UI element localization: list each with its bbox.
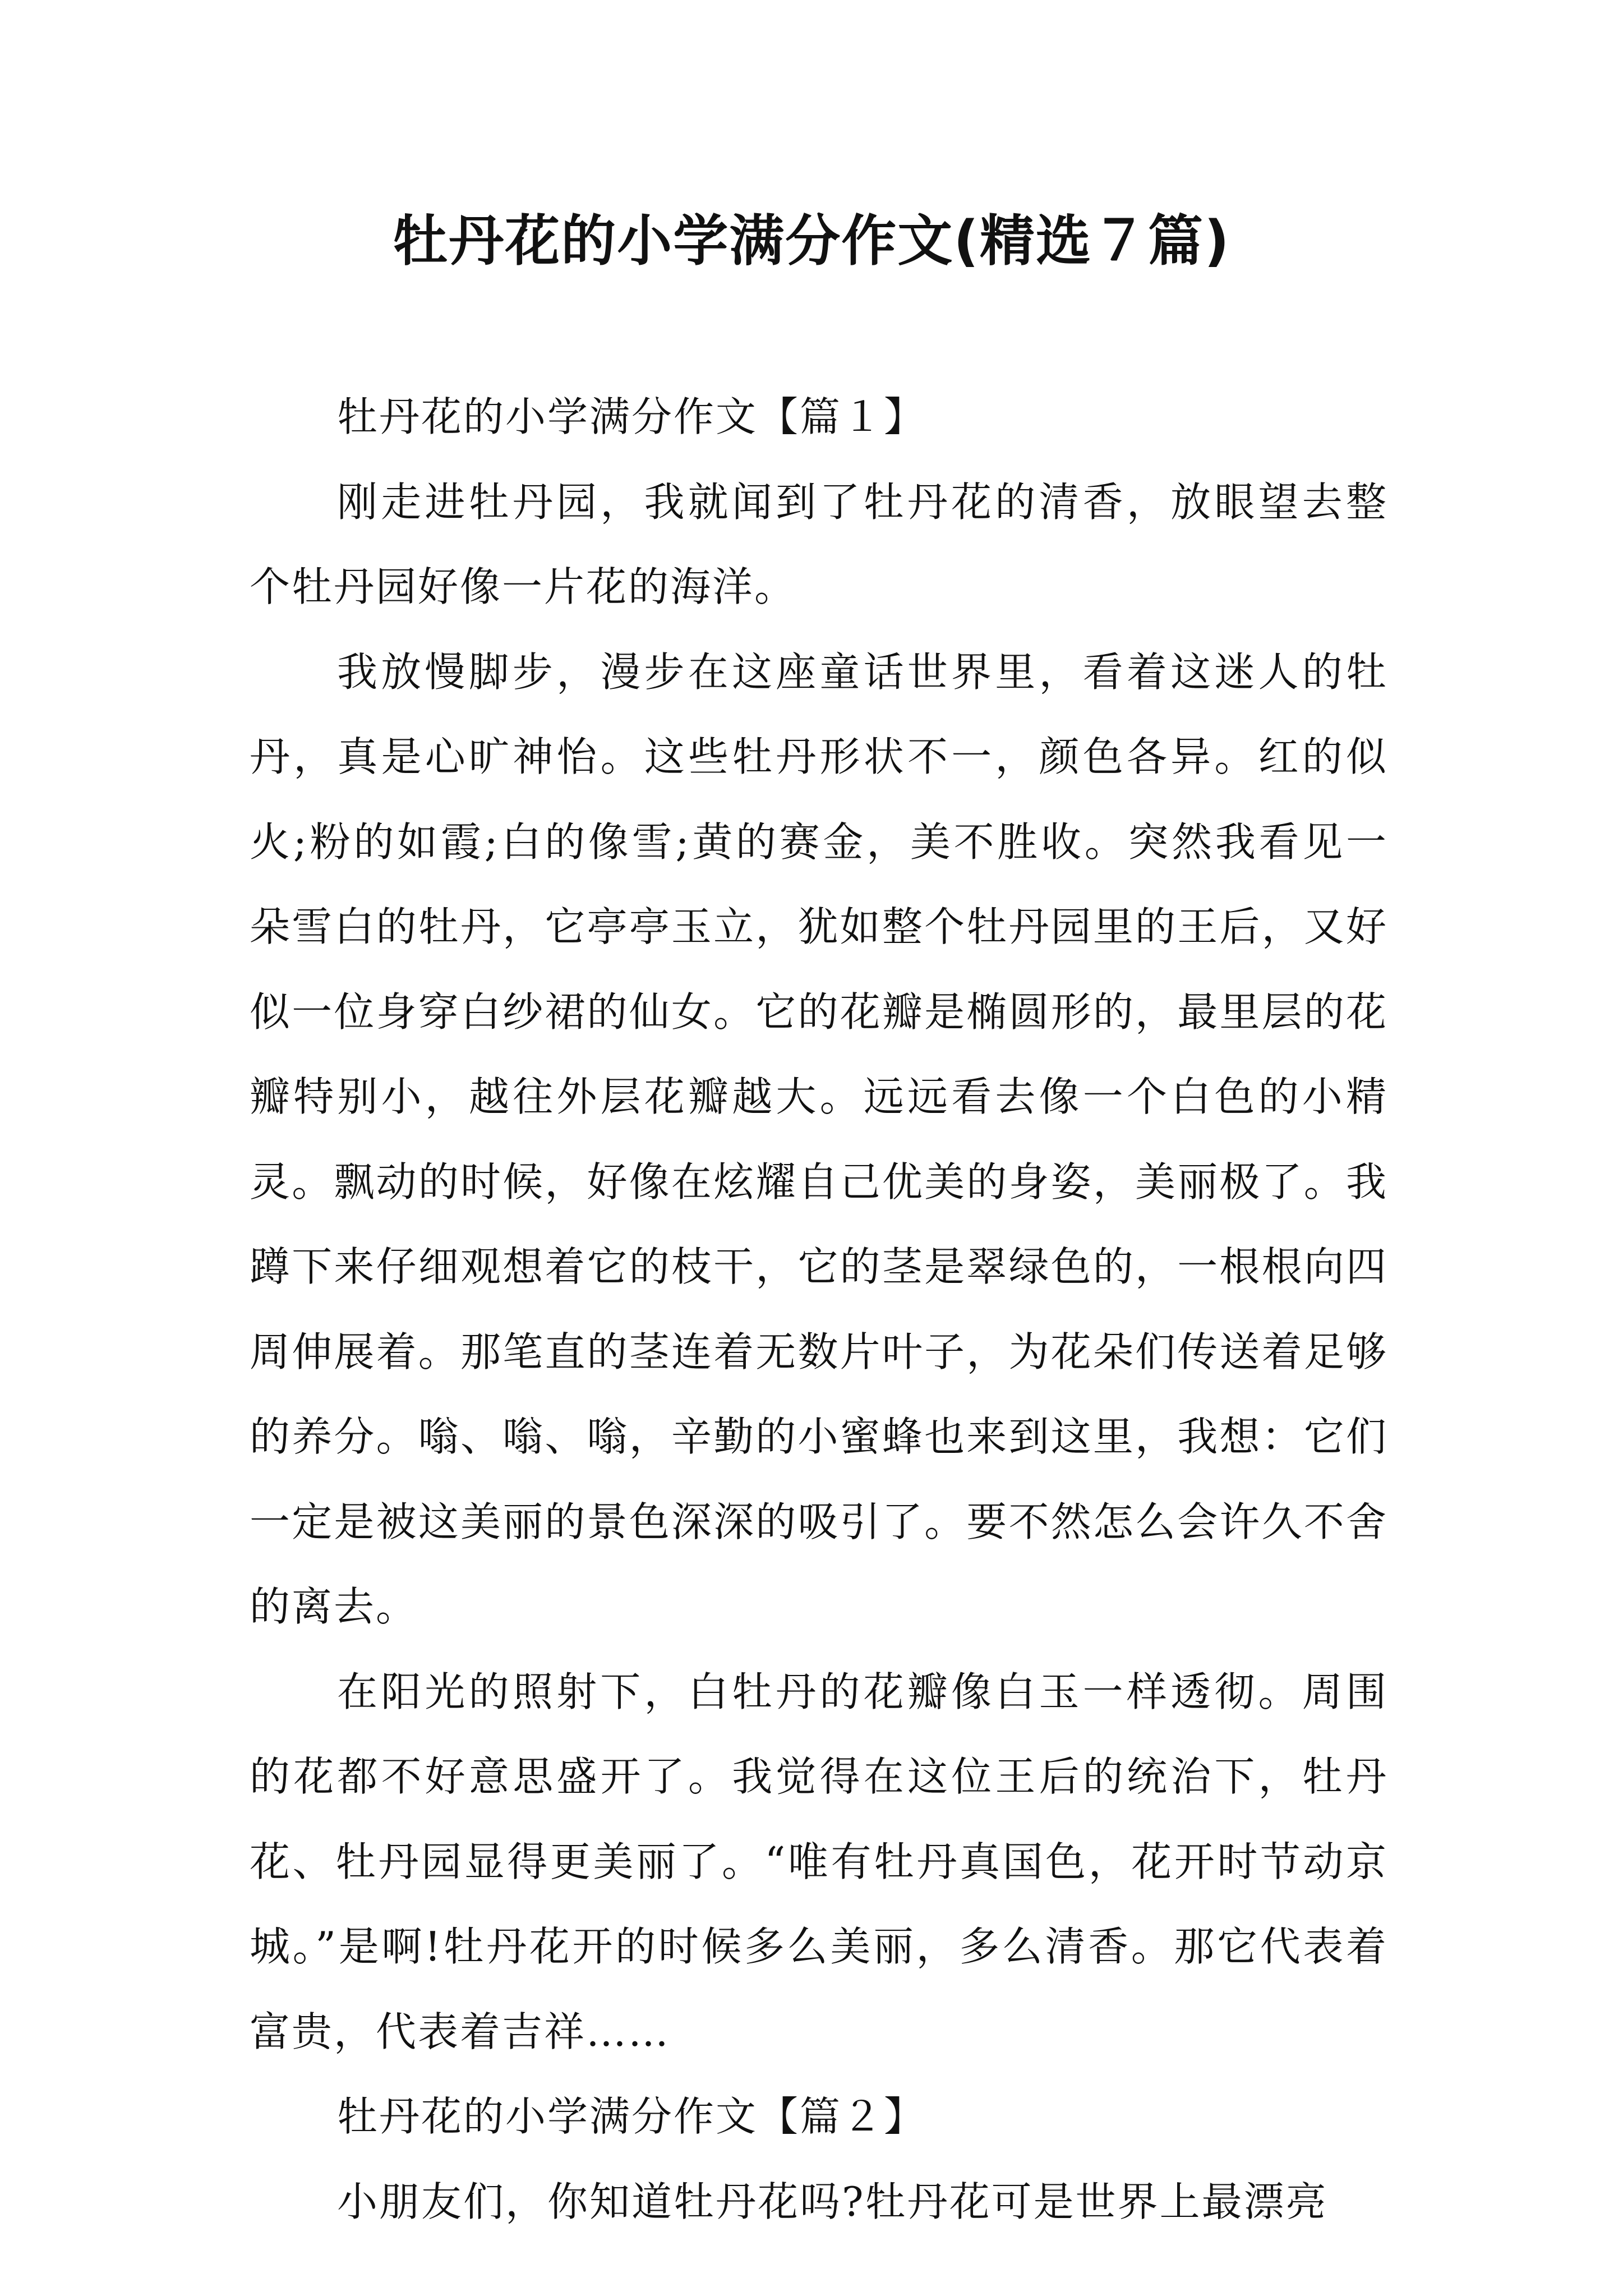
paragraph-4: 小朋友们，你知道牡丹花吗?牡丹花可是世界上最漂亮 — [337, 2178, 1328, 2225]
document-title: 牡丹花的小学满分作文(精选７篇) — [393, 209, 1230, 273]
section-heading-2: 牡丹花的小学满分作文【篇２】 — [337, 2093, 926, 2140]
document-body — [250, 375, 1388, 2244]
paragraph-1: 刚走进牡丹园，我就闻到了牡丹花的清香，放眼望去整个牡丹园好像一片花的海洋。 — [250, 478, 1388, 610]
paragraph-3: 在阳光的照射下，白牡丹的花瓣像白玉一样透彻。周围的花都不好意思盛开了。我觉得在这位王后的统治下，牡丹花、牡丹园显得更美丽了。“唯有牡丹真国色，花开时节动京城。”是啊!牡丹花开的时候多么美丽，多么清香。那它代表着富贵，代表着吉祥…… — [250, 1668, 1388, 2055]
paragraph-2: 我放慢脚步，漫步在这座童话世界里，看着这迷人的牡丹，真是心旷神怡。这些牡丹形状不一，颜色各异。红的似火;粉的如霞;白的像雪;黄的赛金，美不胜收。突然我看见一朵雪白的牡丹，它亭亭玉立，犹如整个牡丹园里的王后，又好似一位身穿白纱裙的仙女。它的花瓣是椭圆形的，最里层的花瓣特别小，越往外层花瓣越大。远远看去像一个白色的小精灵。飘动的时候，好像在炫耀自己优美的身姿，美丽极了。我蹲下来仔细观想着它的枝干，它的茎是翠绿色的，一根根向四周伸展着。那笔直的茎连着无数片叶子，为花朵们传送着足够的养分。嗡、嗡、嗡，辛勤的小蜜蜂也来到这里，我想：它们一定是被这美丽的景色深深的吸引了。要不然怎么会许久不舍的离去。 — [250, 648, 1388, 1630]
section-heading-1: 牡丹花的小学满分作文【篇１】 — [337, 393, 926, 440]
